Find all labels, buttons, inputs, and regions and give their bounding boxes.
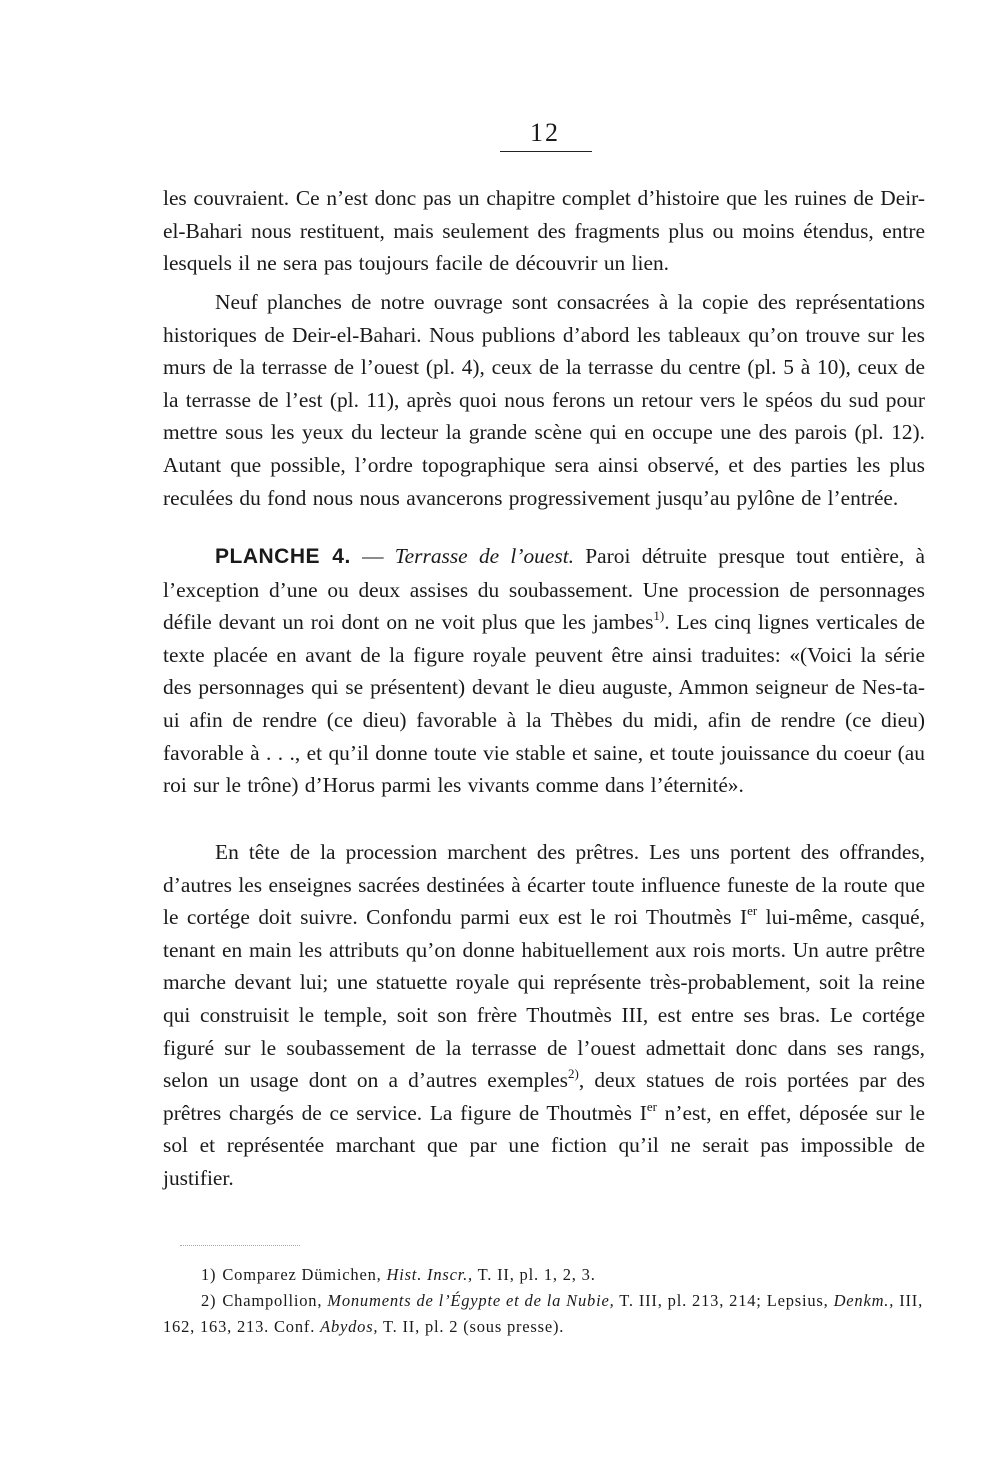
footnote-text: T. II, pl. 2 (sous presse). <box>378 1317 565 1336</box>
planche-title: Terrasse de l’ouest. <box>394 544 574 568</box>
paragraph-text: En tête de la procession marchent des prêtres. Les uns portent des offrandes, d’autres les enseignes sacrées destinées à écarter toute influence funeste de la route que le cortége doit suivre. Confondu parmi eux est le roi Thoutmès I <box>163 840 925 930</box>
paragraph-text: n’est, en effet, déposée sur le sol et représentée marchant que par une fiction qu’il ne serait pas impossible de justifier. <box>163 1100 925 1190</box>
paragraph-text: . Les cinq lignes verticales de texte placée en avant de la figure royale peuvent être ainsi traduites: «(Voici la série des personnages qui se présentent) devant le dieu auguste, Ammon seigneur de Nes-ta-ui afin de rendre (ce dieu) favorable à la Thèbes du midi, afin de rendre (ce dieu) favorable à . . ., et qu’il donne toute vie stable et saine, et toute jouissance du coeur (au roi sur le trône) d’Horus parmi les vivants comme dans l’éternité». <box>163 610 925 798</box>
ordinal-superscript: er <box>646 1098 657 1114</box>
paragraph-text: , deux statues de rois portées par des prêtres chargés de ce service. La figure de Thoutmès I <box>163 1068 925 1125</box>
footnote-text: III, 162, 163, 213. Conf. <box>163 1291 924 1336</box>
footnote-text: Champollion, <box>222 1291 328 1310</box>
footnote-text: T. III, pl. 213, 214; Lepsius, <box>614 1291 834 1310</box>
paragraph-planches-overview: Neuf planches de notre ouvrage sont consacrées à la copie des représentations historiques de Deir-el-Bahari. Nous publions d’abord les tableaux qu’on trouve sur les murs de la terrasse de l’ouest (pl. 4), ceux de la terrasse du centre (pl. 5 à 10), ceux de la terrasse de l’est (pl. 11), après quoi nous ferons un retour vers le spéos du sud pour mettre sous les yeux du lecteur la grande scène qui en occupe une des parois (pl. 12). Autant que possible, l’ordre topographique sera ainsi observé, et des parties les plus reculées du fond nous nous avancerons progressivement jusqu’au pylône de l’entrée. <box>163 290 925 510</box>
page-number: 12 <box>530 118 560 147</box>
paragraph-text: lui-même, casqué, tenant en main les attributs qu’on donne habituellement aux rois morts. Un autre prêtre marche devant lui; une statuette royale qui représente très-probablement, soit la reine qui construisit le temple, soit son frère Thoutmès III, est entre ses bras. Le cortége figuré sur le soubassement de la terrasse de l’ouest admettait donc dans ses rangs, selon un usage dont on a d’autres exemples <box>163 905 925 1093</box>
paragraph-continuation: les couvraient. Ce n’est donc pas un chapitre complet d’histoire que les ruines de Deir-el-Bahari nous restituent, mais seulement des fragments plus ou moins étendus, entre lesquels il ne sera pas toujours facile de découvrir un lien. <box>163 186 925 276</box>
paragraph-planche-4 <box>163 540 925 802</box>
footnote-mark: 1) <box>201 1265 217 1284</box>
paragraph-text: Paroi détruite presque tout entière, à l’exception d’une ou deux assises du soubassement. Une procession de personnages défile devant un roi dont on ne voit plus que les jambes <box>163 544 925 635</box>
footnote-mark: 2) <box>201 1291 217 1310</box>
footnote-italic: Denkm., <box>833 1291 895 1310</box>
em-dash: — <box>350 544 395 568</box>
footnote-separator <box>180 1245 300 1246</box>
footnote-italic: Hist. Inscr., <box>386 1265 473 1284</box>
page-number-rule <box>500 151 592 152</box>
footnote-ref-1: 1) <box>653 608 665 624</box>
footnote-text: Comparez Dümichen, <box>222 1265 387 1284</box>
footnote-2 <box>163 1288 923 1340</box>
footnote-text: T. II, pl. 1, 2, 3. <box>472 1265 596 1284</box>
footnote-ref-2: 2) <box>567 1066 579 1082</box>
paragraph-procession <box>163 836 925 1195</box>
ordinal-superscript: er <box>747 903 758 919</box>
footnote-1 <box>163 1262 923 1288</box>
footnote-italic: Abydos, <box>320 1317 379 1336</box>
footnote-italic: Monuments de l’Égypte et de la Nubie, <box>327 1291 615 1310</box>
planche-label: PLANCHE 4. <box>215 545 351 568</box>
